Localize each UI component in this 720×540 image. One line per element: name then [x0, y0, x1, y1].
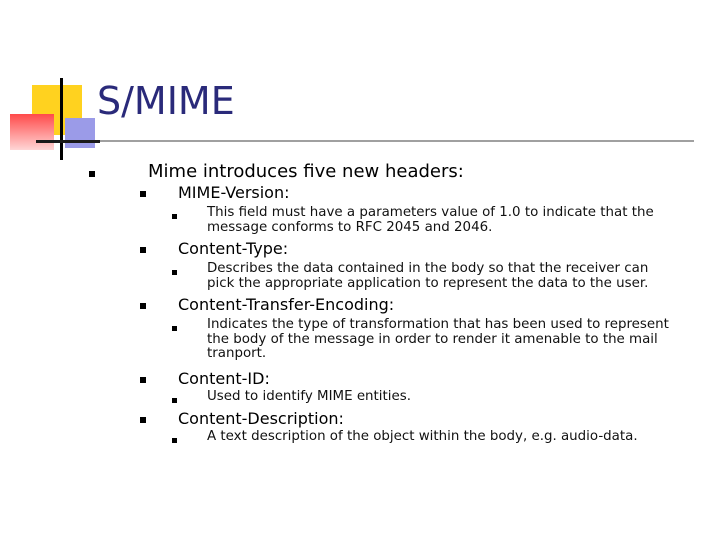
detail-line: the body of the message in order to render it amenable to the mail	[207, 331, 658, 347]
header-name: Content-ID:	[178, 369, 270, 388]
header-detail	[207, 390, 411, 405]
header-detail	[207, 318, 669, 362]
bullet-icon	[172, 398, 177, 403]
bullet-icon	[172, 214, 177, 219]
bullet-icon	[140, 377, 146, 383]
detail-line: Describes the data contained in the body so that the receiver can	[207, 261, 649, 276]
detail-line: Used to identify MIME entities.	[207, 389, 411, 404]
decor-vertical-line	[60, 78, 63, 160]
bullet-icon	[172, 326, 177, 331]
bullet-icon	[172, 438, 177, 443]
detail-line: pick the appropriate application to represent the data to the user.	[207, 275, 649, 291]
detail-line: message conforms to RFC 2045 and 2046.	[207, 219, 493, 235]
detail-line: Indicates the type of transformation that has been used to represent	[207, 317, 669, 332]
header-name: Content-Type:	[178, 239, 289, 258]
bullet-icon	[172, 270, 177, 275]
bullet-icon	[89, 171, 95, 177]
header-detail	[207, 206, 654, 235]
header-name: Content-Description:	[178, 409, 344, 428]
header-name: MIME-Version:	[178, 183, 290, 202]
header-detail	[207, 262, 648, 291]
decor-red-square	[10, 114, 54, 150]
bullet-icon	[140, 417, 146, 423]
decor-blue-square	[65, 118, 95, 148]
decor-horizontal-line	[36, 140, 100, 143]
header-detail	[207, 430, 638, 445]
bullet-icon	[140, 303, 146, 309]
title-underline	[100, 140, 694, 142]
intro-text: Mime introduces five new headers:	[148, 161, 464, 182]
header-name: Content-Transfer-Encoding:	[178, 295, 395, 314]
bullet-icon	[140, 191, 146, 197]
detail-line: tranport.	[207, 346, 267, 361]
bullet-icon	[140, 247, 146, 253]
detail-line: A text description of the object within the body, e.g. audio-data.	[207, 429, 638, 444]
slide-title: S/MIME	[97, 79, 235, 123]
detail-line: This field must have a parameters value of 1.0 to indicate that the	[207, 205, 654, 220]
